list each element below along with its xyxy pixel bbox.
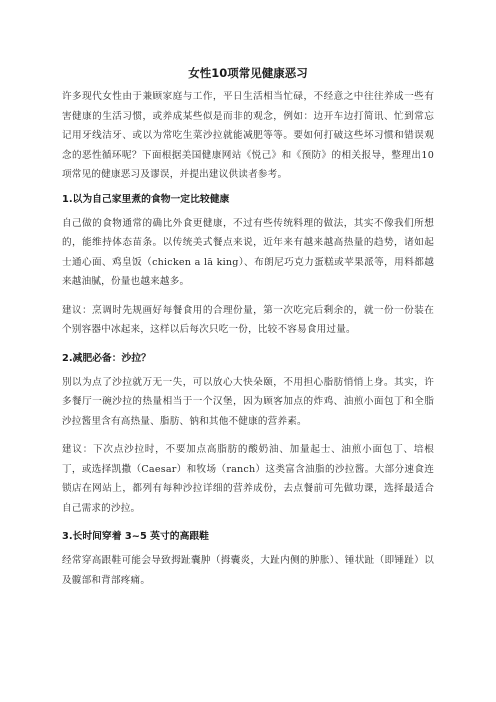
intro-paragraph: 许多现代女性由于兼顾家庭与工作，平日生活相当忙碌，不经意之中往往养成一些有害健康的生活习惯，或养成某些似是而非的观念，例如：边开车边打简讯、忙到常忘记用牙线洁牙、或以为常吃生菜沙拉就能减肥等等。要如何打破这些坏习惯和错误观念的恶性循环呢？下面根据美国健康网站《悦己》和《预防》的相关报导，整理出10项常见的健康恶习及谬误，并提出建议供读者参考。: [62, 91, 434, 180]
section-body-3: 经常穿高跟鞋可能会导致拇趾囊肿（拇囊炎，大趾内侧的肿胀）、锤状趾（即锤趾）以及髋部和背部疼痛。: [62, 555, 434, 586]
document-body: [62, 62, 434, 590]
section-heading-3: 3.长时间穿着 3~5 英寸的高跟鞋: [62, 531, 209, 542]
section-body-2: 別以为点了沙拉就万无一失，可以放心大快朵颐，不用担心脂肪悄悄上身。其实，许多餐厅一碗沙拉的热量相当于一个汉堡，因为顾客加点的炸鸡、油煎小面包丁和全脂沙拉酱里含有高热量、脂肪、钠和其他不健康的营养素。: [62, 376, 434, 427]
section-body-1: 自己做的食物通常的确比外食更健康，不过有些传统料理的做法，其实不像我们所想的，能维持体态苗条。以传统美式餐点来说，近年来有越来越高热量的趋势，诸如起士通心面、鸡皇饭（chicken a lā king）、布朗尼巧克力蛋糕或苹果派等，用料都越来越油腻，份量也越来越多。: [62, 217, 434, 287]
section-heading-2: 2.减肥必备：沙拉？: [62, 352, 151, 364]
section-advice-2: 建议：下次点沙拉时，不要加点高脂肪的酸奶油、加量起士、油煎小面包丁、培根丁，或选择凯撒（Caesar）和牧场（ranch）这类富含油脂的沙拉酱。大部分速食连锁店在网站上，都列有每种沙拉详细的营养成份，去点餐前可先做功课，选择最适合自己需求的沙拉。: [62, 444, 434, 514]
section-advice-1: 建议：烹调时先规画好每餐食用的合理份量，第一次吃完后剩余的，就一份一份装在个别容器中冰起来，这样以后每次只吃一份，比较不容易食用过量。: [62, 304, 434, 335]
section-heading-1: 1.以为自己家里煮的食物一定比较健康: [62, 193, 230, 205]
document-title: 女性10项常见健康恶习: [188, 66, 308, 80]
